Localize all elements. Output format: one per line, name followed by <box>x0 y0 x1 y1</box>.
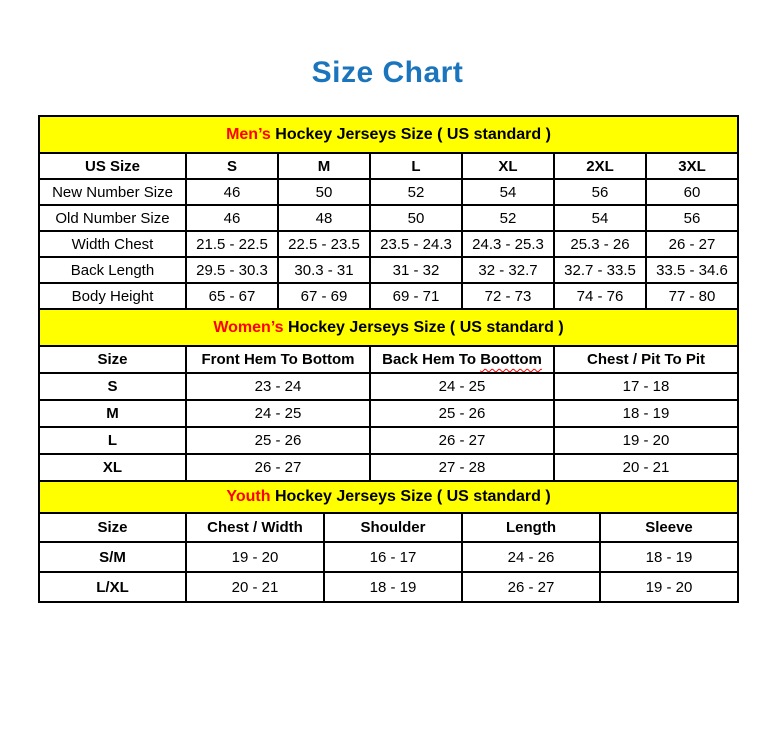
youth-header-accent: Youth <box>226 488 271 505</box>
table-row <box>39 231 738 257</box>
row-label: L <box>39 427 186 454</box>
row-label: XL <box>39 454 186 481</box>
size-value-cell: 18 - 19 <box>554 400 738 427</box>
size-value-cell: 30.3 - 31 <box>278 257 370 283</box>
size-value-cell: 33.5 - 34.6 <box>646 257 738 283</box>
table-row <box>39 179 738 205</box>
womens-col-header: Front Hem To Bottom <box>186 346 370 373</box>
womens-col-header: Chest / Pit To Pit <box>554 346 738 373</box>
size-value-cell: 24 - 25 <box>370 373 554 400</box>
womens-col-header <box>370 346 554 373</box>
size-value-cell: 74 - 76 <box>554 283 646 309</box>
size-value-cell: 26 - 27 <box>186 454 370 481</box>
size-value-cell: 20 - 21 <box>554 454 738 481</box>
mens-col-header: 2XL <box>554 153 646 179</box>
size-value-cell: 46 <box>186 179 278 205</box>
size-value-cell: 23 - 24 <box>186 373 370 400</box>
size-value-cell: 20 - 21 <box>186 572 324 602</box>
size-value-cell: 25.3 - 26 <box>554 231 646 257</box>
table-row <box>39 373 738 400</box>
mens-section-header-row <box>39 116 738 153</box>
table-row <box>39 427 738 454</box>
size-value-cell: 60 <box>646 179 738 205</box>
size-value-cell: 52 <box>462 205 554 231</box>
row-label: M <box>39 400 186 427</box>
womens-col-header-text: Back Hem To <box>382 351 481 368</box>
size-value-cell: 54 <box>554 205 646 231</box>
size-value-cell: 52 <box>370 179 462 205</box>
size-value-cell: 56 <box>554 179 646 205</box>
size-value-cell: 25 - 26 <box>186 427 370 454</box>
row-label: Width Chest <box>39 231 186 257</box>
page-title: Size Chart <box>311 56 464 89</box>
mens-col-header: L <box>370 153 462 179</box>
womens-section-header-row <box>39 309 738 346</box>
mens-header-rest: Hockey Jerseys Size ( US standard ) <box>270 125 551 143</box>
mens-col-header: US Size <box>39 153 186 179</box>
mens-header-accent: Men’s <box>226 125 271 143</box>
row-label: Body Height <box>39 283 186 309</box>
youth-section-header <box>39 481 738 513</box>
size-value-cell: 24 - 26 <box>462 542 600 572</box>
size-value-cell: 16 - 17 <box>324 542 462 572</box>
size-value-cell: 56 <box>646 205 738 231</box>
table-row <box>39 205 738 231</box>
misspelled-word: Boottom <box>480 351 542 368</box>
table-row <box>39 542 738 572</box>
size-value-cell: 17 - 18 <box>554 373 738 400</box>
size-value-cell: 50 <box>278 179 370 205</box>
youth-col-header: Chest / Width <box>186 513 324 542</box>
row-label: L/XL <box>39 572 186 602</box>
size-value-cell: 26 - 27 <box>462 572 600 602</box>
table-row <box>39 400 738 427</box>
youth-section-header-row <box>39 481 738 513</box>
table-row <box>39 454 738 481</box>
size-value-cell: 19 - 20 <box>554 427 738 454</box>
size-value-cell: 18 - 19 <box>600 542 738 572</box>
womens-section-header <box>39 309 738 346</box>
row-label: S <box>39 373 186 400</box>
size-chart <box>38 115 737 603</box>
size-value-cell: 25 - 26 <box>370 400 554 427</box>
mens-col-header: 3XL <box>646 153 738 179</box>
mens-column-header-row <box>39 153 738 179</box>
size-value-cell: 24.3 - 25.3 <box>462 231 554 257</box>
size-value-cell: 67 - 69 <box>278 283 370 309</box>
size-value-cell: 26 - 27 <box>370 427 554 454</box>
mens-col-header: XL <box>462 153 554 179</box>
size-value-cell: 24 - 25 <box>186 400 370 427</box>
page <box>38 56 737 603</box>
size-value-cell: 31 - 32 <box>370 257 462 283</box>
youth-header-rest: Hockey Jerseys Size ( US standard ) <box>270 488 551 505</box>
mens-section-header <box>39 116 738 153</box>
youth-col-header: Length <box>462 513 600 542</box>
youth-column-header-row <box>39 513 738 542</box>
size-value-cell: 72 - 73 <box>462 283 554 309</box>
size-value-cell: 19 - 20 <box>600 572 738 602</box>
size-value-cell: 27 - 28 <box>370 454 554 481</box>
youth-col-header: Shoulder <box>324 513 462 542</box>
row-label: S/M <box>39 542 186 572</box>
size-value-cell: 48 <box>278 205 370 231</box>
row-label: Old Number Size <box>39 205 186 231</box>
size-value-cell: 46 <box>186 205 278 231</box>
mens-col-header: S <box>186 153 278 179</box>
size-value-cell: 54 <box>462 179 554 205</box>
size-value-cell: 50 <box>370 205 462 231</box>
womens-col-header: Size <box>39 346 186 373</box>
table-row <box>39 257 738 283</box>
youth-col-header: Sleeve <box>600 513 738 542</box>
womens-column-header-row <box>39 346 738 373</box>
size-value-cell: 77 - 80 <box>646 283 738 309</box>
size-value-cell: 32.7 - 33.5 <box>554 257 646 283</box>
table-row <box>39 283 738 309</box>
size-value-cell: 29.5 - 30.3 <box>186 257 278 283</box>
size-value-cell: 21.5 - 22.5 <box>186 231 278 257</box>
womens-header-accent: Women’s <box>213 318 284 336</box>
size-value-cell: 19 - 20 <box>186 542 324 572</box>
size-value-cell: 26 - 27 <box>646 231 738 257</box>
size-value-cell: 32 - 32.7 <box>462 257 554 283</box>
womens-size-table <box>38 308 739 482</box>
row-label: New Number Size <box>39 179 186 205</box>
mens-col-header: M <box>278 153 370 179</box>
youth-size-table <box>38 480 739 603</box>
size-value-cell: 23.5 - 24.3 <box>370 231 462 257</box>
size-value-cell: 65 - 67 <box>186 283 278 309</box>
row-label: Back Length <box>39 257 186 283</box>
size-value-cell: 18 - 19 <box>324 572 462 602</box>
mens-size-table <box>38 115 739 310</box>
table-row <box>39 572 738 602</box>
size-value-cell: 22.5 - 23.5 <box>278 231 370 257</box>
youth-col-header: Size <box>39 513 186 542</box>
womens-header-rest: Hockey Jerseys Size ( US standard ) <box>283 318 564 336</box>
size-value-cell: 69 - 71 <box>370 283 462 309</box>
